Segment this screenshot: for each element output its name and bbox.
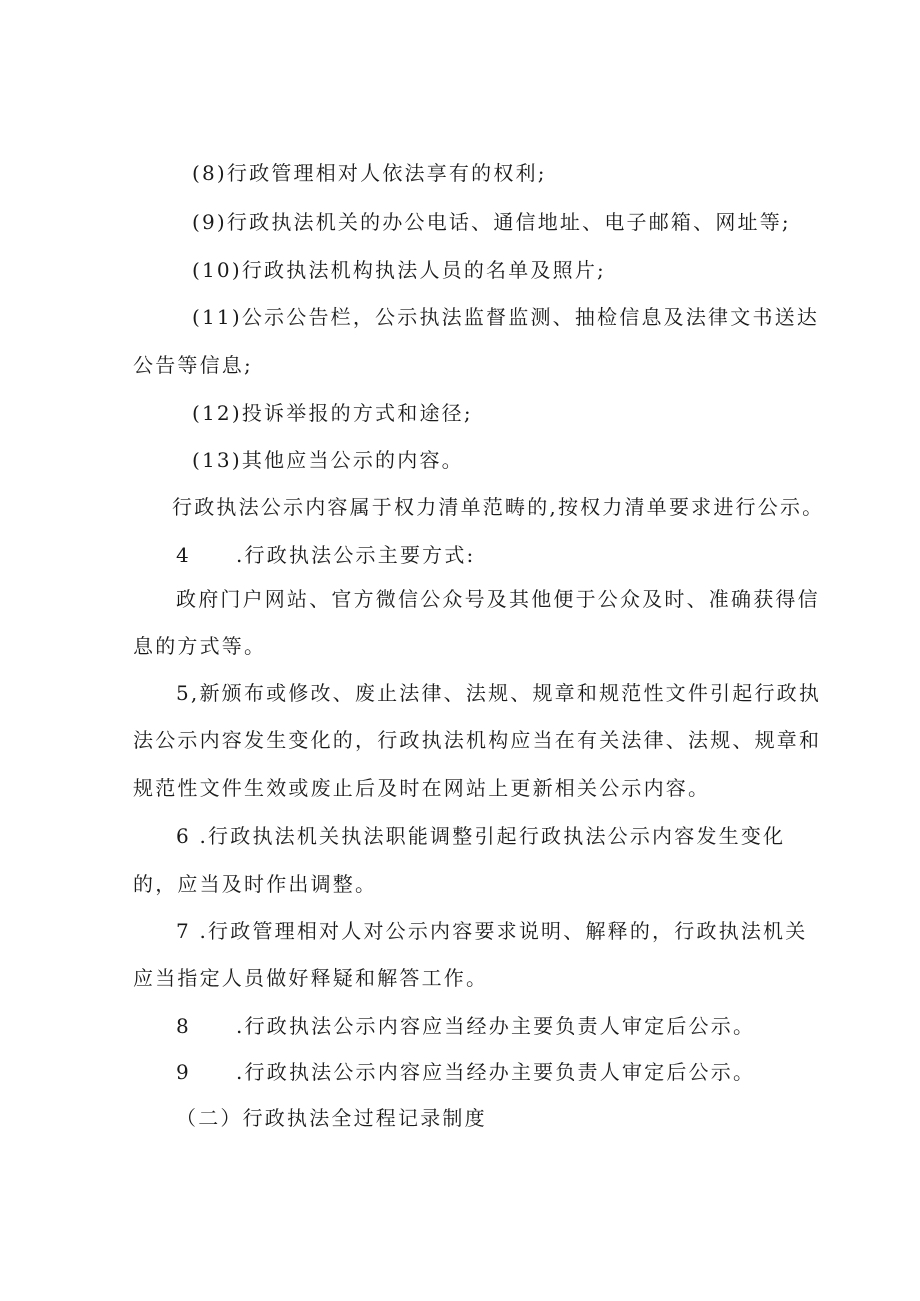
- paragraph-7: 7 .行政管理相对人对公示内容要求说明、解释的，行政执法机关: [176, 919, 808, 943]
- paragraph: 行政执法公示内容属于权力清单范畴的,按权力清单要求进行公示。: [172, 495, 825, 519]
- paragraph-6-cont: 的，应当及时作出调整。: [133, 872, 378, 896]
- item-number: 9: [176, 1060, 191, 1084]
- numbered-item-4: [176, 541, 476, 569]
- list-item-8: (8)行政管理相对人依法享有的权利;: [192, 161, 547, 185]
- paragraph-5-cont: 法公示内容发生变化的，行政执法机构应当在有关法律、法规、规章和: [133, 728, 822, 752]
- numbered-item-9: [176, 1058, 755, 1086]
- numbered-item-8: [176, 1012, 755, 1040]
- paragraph-5-cont: 规范性文件生效或废止后及时在网站上更新相关公示内容。: [133, 776, 711, 800]
- list-item-11-cont: 公告等信息;: [133, 353, 253, 377]
- paragraph-5: 5,新颁布或修改、废止法律、法规、规章和规范性文件引起行政执: [176, 681, 822, 705]
- paragraph-7-cont: 应当指定人员做好释疑和解答工作。: [133, 966, 489, 990]
- item-number: 8: [176, 1014, 191, 1038]
- list-item-10: (10)行政执法机构执法人员的名单及照片;: [192, 258, 606, 282]
- list-item-13: (13)其他应当公示的内容。: [192, 448, 464, 472]
- list-item-9: (9)行政执法机关的办公电话、通信地址、电子邮箱、网址等;: [192, 210, 791, 234]
- paragraph: 政府门户网站、官方微信公众号及其他便于公众及时、准确获得信: [176, 587, 820, 611]
- section-heading: （二）行政执法全过程记录制度: [176, 1106, 487, 1130]
- paragraph-6: 6 .行政执法机关执法职能调整引起行政执法公示内容发生变化: [176, 824, 786, 848]
- item-text: .行政执法公示内容应当经办主要负责人审定后公示。: [236, 1060, 756, 1084]
- paragraph-cont: 息的方式等。: [133, 634, 267, 658]
- list-item-12: (12)投诉举报的方式和途径;: [192, 401, 473, 425]
- item-text: .行政执法公示内容应当经办主要负责人审定后公示。: [236, 1014, 756, 1038]
- item-number: 4: [176, 543, 191, 567]
- list-item-11: (11)公示公告栏，公示执法监督监测、抽检信息及法律文书送达: [192, 305, 820, 329]
- item-text: .行政执法公示主要方式:: [236, 543, 476, 567]
